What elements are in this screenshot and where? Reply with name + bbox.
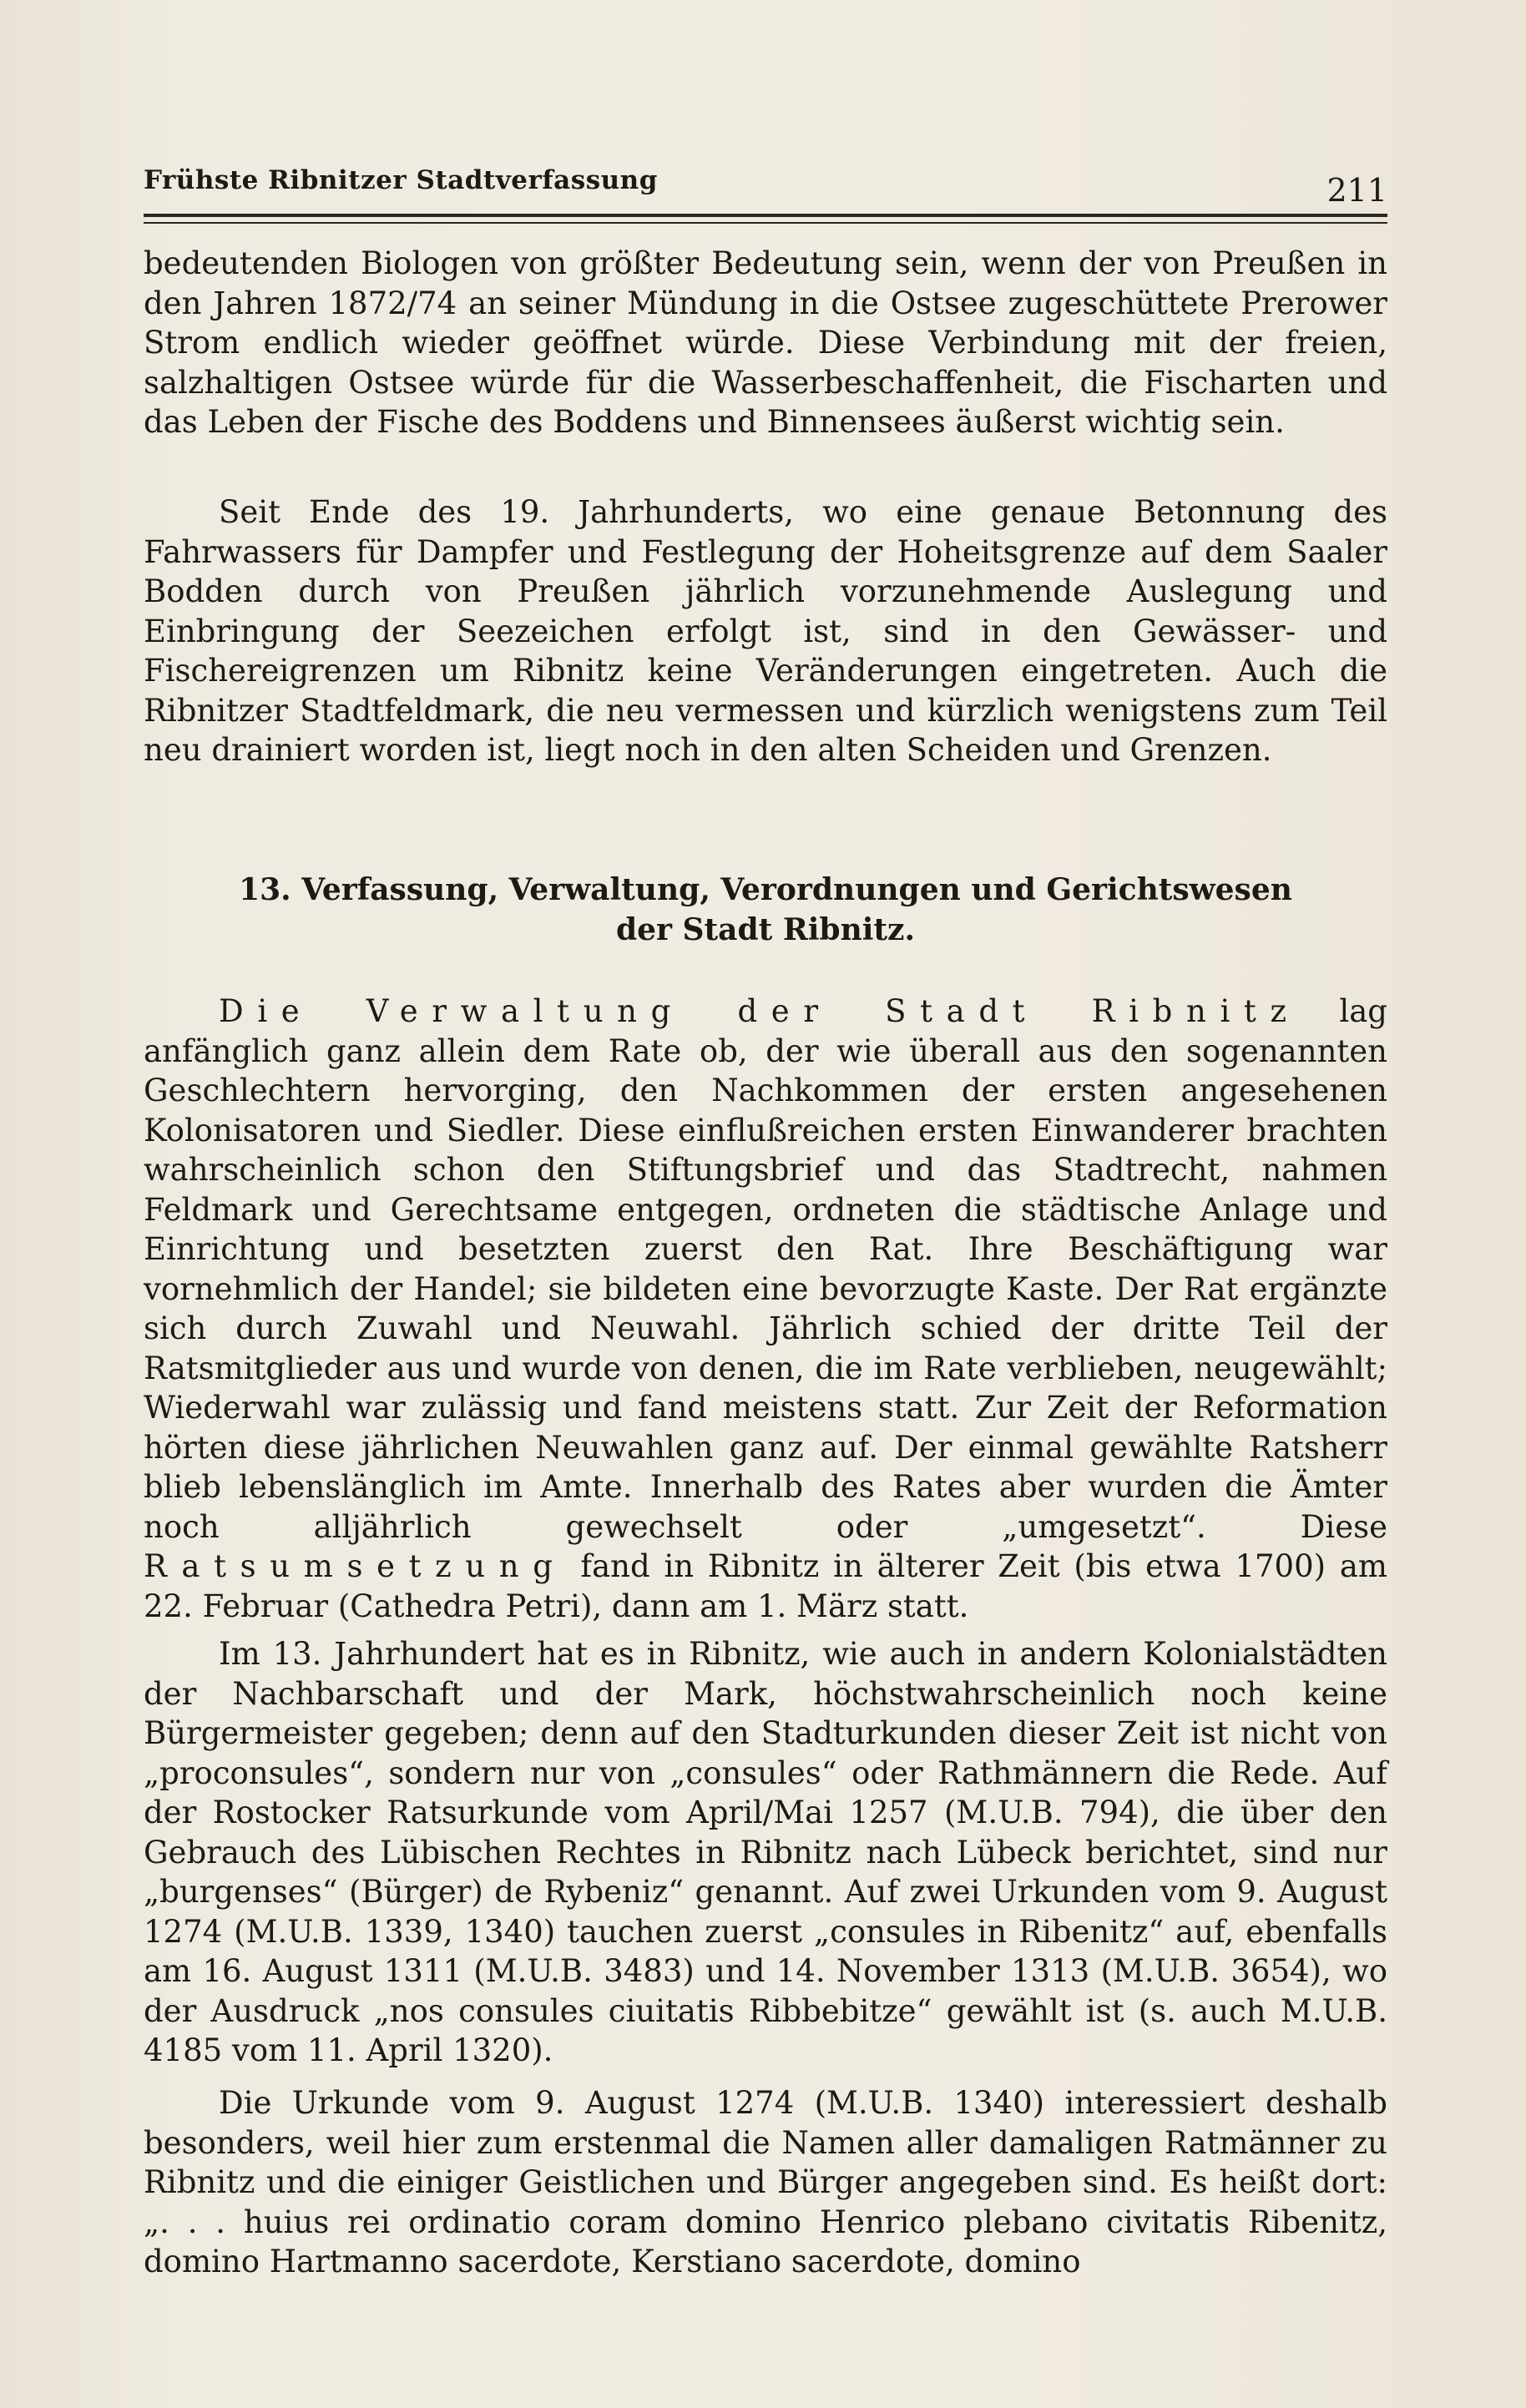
paragraph-2: Seit Ende des 19. Jahrhunderts, wo eine genaue Betonnung des Fahrwassers für Dampfer und Festlegung der Hoheitsgrenze auf dem Saaler Bodden durch von Preußen jährlich vorzunehmende Auslegung und Einbringung der Seezeichen erfolgt ist, sind in den Gewässer- und Fischereigrenzen um Ribnitz keine Veränderungen eingetreten. Auch die Ribnitzer Stadtfeldmark, die neu vermessen und kürzlich wenigstens zum Teil neu drainiert worden ist, liegt noch in den alten Scheiden und Grenzen. — [144, 494, 1387, 768]
page-number: 211 — [1326, 172, 1387, 209]
section-heading — [144, 870, 1387, 950]
paragraph-3 — [144, 992, 1387, 1626]
paragraph-3-text-b: fand in Ribnitz in älterer Zeit (bis etwa 1700) am 22. Februar (Cathedra Petri), dann am 1. März statt. — [144, 1548, 1387, 1624]
spaced-emphasis-verwaltung: Die Verwaltung der Stadt Ribnitz — [219, 993, 1301, 1029]
header-rule-thick — [144, 214, 1387, 217]
spaced-emphasis-ratsumsetzung: Ratsumsetzung — [144, 1548, 567, 1584]
page-header — [144, 157, 1387, 215]
paragraph-3-text-a: lag anfänglich ganz allein dem Rate ob, der wie überall aus den sogenannten Geschlechtern hervorging, den Nachkommen der ersten angesehenen Kolonisatoren und Siedler. Diese einflußreichen ersten Einwanderer brachten wahrscheinlich schon den Stiftungsbrief und das Stadtrecht, nahmen Feldmark und Gerechtsame entgegen, ordneten die städtische Anlage und Einrichtung und besetzten zuerst den Rat. Ihre Beschäftigung war vornehmlich der Handel; sie bildeten eine bevorzugte Kaste. Der Rat ergänzte sich durch Zuwahl und Neuwahl. Jährlich schied der dritte Teil der Ratsmitglieder aus und wurde von denen, die im Rate verblieben, neugewählt; Wiederwahl war zulässig und fand meistens statt. Zur Zeit der Reformation hörten diese jährlichen Neuwahlen ganz auf. Der einmal gewählte Ratsherr blieb lebenslänglich im Amte. Innerhalb des Rates aber wurden die Ämter noch alljährlich gewechselt oder „umgesetzt“. Diese — [144, 993, 1387, 1545]
header-rule-thin — [144, 222, 1387, 224]
running-title: Frühste Ribnitzer Stadtverfassung — [144, 165, 658, 195]
paragraph-4: Im 13. Jahrhundert hat es in Ribnitz, wie auch in andern Kolonialstädten der Nachbarschaft und der Mark, höchstwahrscheinlich noch keine Bürgermeister gegeben; denn auf den Stadturkunden dieser Zeit ist nicht von „proconsules“, sondern nur von „consules“ oder Rathmännern die Rede. Auf der Rostocker Ratsurkunde vom April/Mai 1257 (M.U.B. 794), die über den Gebrauch des Lübischen Rechtes in Ribnitz nach Lübeck berichtet, sind nur „burgenses“ (Bürger) de Rybeniz“ genannt. Auf zwei Urkunden vom 9. August 1274 (M.U.B. 1339, 1340) tauchen zuerst „consules in Ribenitz“ auf, ebenfalls am 16. August 1311 (M.U.B. 3483) und 14. November 1313 (M.U.B. 3654), wo der Ausdruck „nos consules ciuitatis Ribbebitze“ gewählt ist (s. auch M.U.B. 4185 vom 11. April 1320). — [144, 1636, 1387, 2068]
section-heading-line-2: der Stadt Ribnitz. — [615, 912, 916, 947]
paragraph-5: Die Urkunde vom 9. August 1274 (M.U.B. 1340) interessiert deshalb besonders, weil hier zum erstenmal die Namen aller damaligen Ratmänner zu Ribnitz und die einiger Geistlichen und Bürger angegeben sind. Es heißt dort: „. . . huius rei ordinatio coram domino Henrico plebano civitatis Ribenitz, domino Hartmanno sacerdote, Kerstiano sacerdote, domino — [144, 2085, 1387, 2279]
paragraph-1: bedeutenden Biologen von größter Bedeutung sein, wenn der von Preußen in den Jahren 1872/74 an seiner Mündung in die Ostsee zugeschüttete Prerower Strom endlich wieder geöffnet würde. Diese Verbindung mit der freien, salzhaltigen Ostsee würde für die Wasserbeschaffenheit, die Fischarten und das Leben der Fische des Boddens und Binnensees äußerst wichtig sein. — [144, 245, 1387, 440]
section-heading-line-1: 13. Verfassung, Verwaltung, Verordnungen und Gerichtswesen — [239, 872, 1292, 907]
